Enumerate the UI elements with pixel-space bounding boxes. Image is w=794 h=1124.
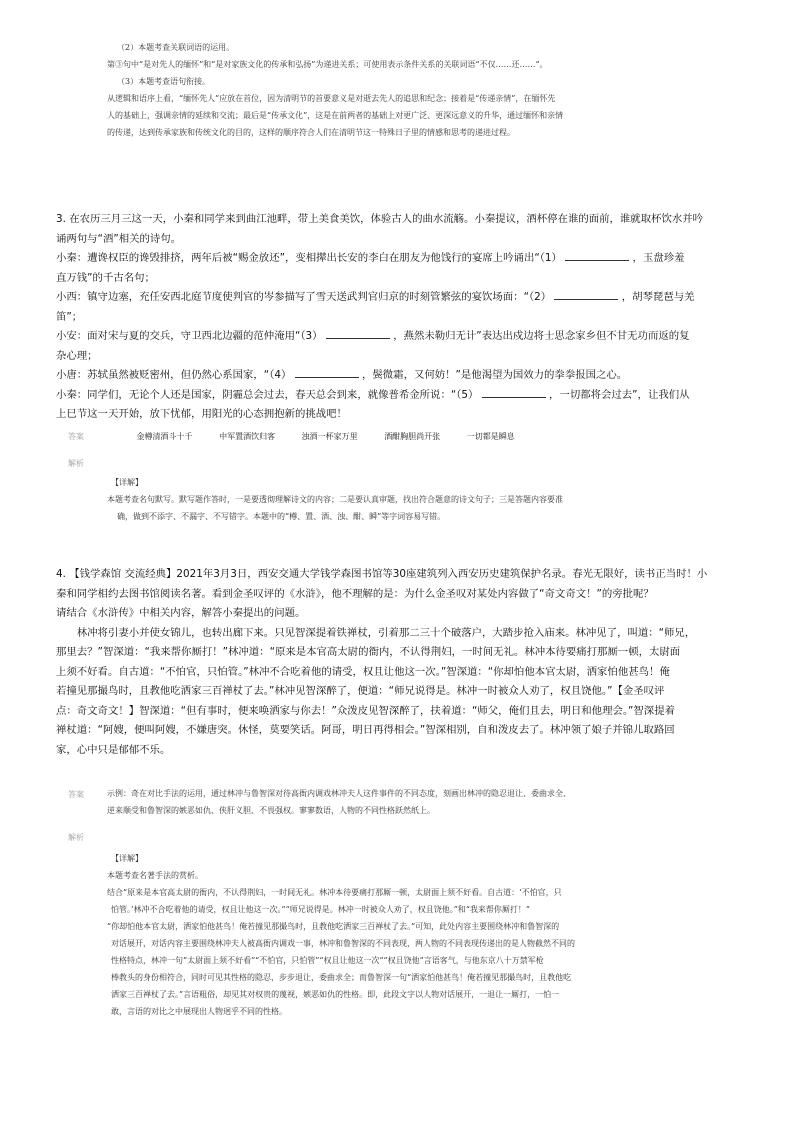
text-line: 性格特点，林冲一句“太尉面上须不好看”“不怕官，只怕管”“权且让他这一次”“权且饶他”言语客气，与他东京八十万禁军枪 xyxy=(111,956,544,965)
q4-analysis-label: 解析 xyxy=(68,833,84,842)
dialogue-text: ，胡琴琵琶与羌 xyxy=(621,291,695,303)
top-explanation-block xyxy=(107,39,727,141)
dialogue-text: ，玉盘珍羞 xyxy=(632,252,685,264)
question-3 xyxy=(56,210,746,425)
answer-blank-3[interactable] xyxy=(326,327,390,339)
dialogue-line xyxy=(56,366,746,386)
text-line: （2）本题考查关联词语的运用。 xyxy=(117,43,235,52)
question-stem-line: 4. 【钱学森馆 交流经典】2021年3月3日，西安交通大学钱学森图书馆等30座建筑列入西安历史建筑保护名录。春光无限好，读书正当时！小 xyxy=(56,568,708,580)
text-line: 怕管。’林冲不合吃着他的请受，权且让他这一次。”“师兄说得是。林冲一时被众人劝了，权且饶他。”和“我来帮你厮打！” xyxy=(111,905,530,914)
answer-blank-5[interactable] xyxy=(482,386,546,398)
dialogue-text: 小秦：同学们，无论个人还是国家，阴霾总会过去，春天总会到来，就像普希金所说：“（5） xyxy=(56,388,479,401)
answer-blank-4[interactable] xyxy=(295,366,359,378)
answer-item: 一切都是瞬息 xyxy=(466,432,515,441)
text-line: 示例：奇在对比手法的运用，通过林冲与鲁智深对待高衙内调戏林冲夫人这件事件的不同态度，刻画出林冲的隐忍退让、委曲求全、 xyxy=(107,789,571,798)
dialogue-line: 上巳节这一天开始，放下忧郁，用阳光的心态拥抱新的挑战吧！ xyxy=(56,408,347,420)
text-line: 对话展开，对话内容主要围绕林冲夫人被高衙内调戏一事，林冲和鲁智深的不同表现，两人物的不同表现传递出的是人物截然不同的 xyxy=(111,939,575,948)
question-stem-line: 秦和同学相约去图书馆阅读名著。看到金圣叹评的《水浒》，他不理解的是：为什么金圣叹对某处内容做了“奇文奇文！”的旁批呢？ xyxy=(56,587,654,600)
passage-line: 上须不好看。自古道：“不怕官，只怕管。”林冲不合吃着他的请受，权且让他这一次。”智深道：“你却怕他本官太尉，洒家怕他甚鸟！俺 xyxy=(56,665,670,678)
question-stem-line: 请结合《水浒传》中相关内容，解答小秦提出的问题。 xyxy=(56,607,306,619)
answer-item: 中军置酒饮归客 xyxy=(219,432,276,441)
passage-line: 家，心中只是郁郁不乐。 xyxy=(56,743,171,756)
dialogue-text: 小唐：苏轼虽然被贬密州，但仍然心系国家，“（4） xyxy=(56,369,292,381)
text-line: 人的基础上，强调亲情的延续和交流；最后是“传承文化”，这是在前两者的基础上对更广泛、更深远意义的升华，通过缅怀和亲情 xyxy=(107,111,564,120)
dialogue-line xyxy=(56,249,746,269)
text-line: 逆来顺受和鲁智深的嫉恶如仇、侠肝义胆、不畏强权。寥寥数语，人物的不同性格跃然纸上。 xyxy=(107,806,435,815)
answer-item: 浊酒一杯家万里 xyxy=(301,432,358,441)
q3-analysis-label: 解析 xyxy=(68,459,84,468)
text-line: 洒家三百禅杖了去。”言语粗俗，却见其对权贵的蔑视，嫉恶如仇的性格。即，此段文字以人物对话展开，一退让一厮打，一怕一 xyxy=(111,990,560,999)
q3-detail-block xyxy=(107,474,727,525)
dialogue-text: 小安：面对宋与夏的交兵，守卫西北边疆的范仲淹用“（3） xyxy=(56,330,323,342)
answer-label: 答案 xyxy=(68,432,84,441)
question-stem-line: 诵两句与“酒”相关的诗句。 xyxy=(56,232,182,245)
answer-blank-2[interactable] xyxy=(554,288,618,300)
text-line: 从逻辑和语序上看，“缅怀先人”应放在首位，因为清明节的首要意义是对逝去先人的追思和纪念；接着是“传递亲情”，在缅怀先 xyxy=(107,94,556,103)
dialogue-line: 杂心理； xyxy=(56,349,98,362)
q4-detail-block xyxy=(107,850,727,1020)
dialogue-text: 小秦：遭谗权臣的谗毁排挤，两年后被“赐金放还”，变相撵出长安的李白在朋友为他饯行的宴席上吟诵出“（1） xyxy=(56,252,562,264)
text-line: 本题考查名句默写。默写题作答时，一是要透彻理解诗文的内容；二是要认真审题，找出符合题意的诗文句子；三是答题内容要准 xyxy=(107,495,563,504)
text-line: 棒教头的身份相符合，同时可见其性格的隐忍，步步退让，委曲求全；而鲁智深一句“洒家怕他甚鸟！俺若撞见那撮鸟时，且教他吃 xyxy=(111,973,572,982)
answer-blank-1[interactable] xyxy=(565,249,629,261)
detail-tag: 【详解】 xyxy=(111,854,143,863)
q4-answer-block xyxy=(107,785,727,819)
question-4 xyxy=(56,565,746,760)
text-line: 本题考查名著手法的赏析。 xyxy=(107,871,203,880)
dialogue-text: ，鬓微霜，又何妨！”是他渴望为国效力的拳拳报国之心。 xyxy=(362,369,628,381)
dialogue-line xyxy=(56,386,746,406)
dialogue-line: 笛”； xyxy=(56,310,83,323)
passage-line: 点：奇文奇文！】智深道：“但有事时，便来唤洒家与你去！”众泼皮见智深醉了，扶着道：“师父，俺们且去，明日和他理会。”智深提着 xyxy=(56,704,675,717)
text-line: “你却怕他本官太尉，洒家怕他甚鸟！俺若撞见那撮鸟时，且教他吃洒家三百禅杖了去。”可知，此处内容主要围绕林冲和鲁智深的 xyxy=(107,922,560,931)
dialogue-text: ，燕然未勒归无计”表达出戍边将士思念家乡但不甘无功而返的复 xyxy=(393,330,690,342)
q3-answer-row xyxy=(68,430,748,444)
dialogue-text: 小西：镇守边塞，充任安西北庭节度使判官的岑参描写了雪天送武判官归京的时刻管繁弦的宴饮场面：“（2） xyxy=(56,291,552,303)
text-line: 确，做到不添字、不漏字、不写错字。本题中的“樽、置、酒、浊、酣、瞬”等字词容易写错。 xyxy=(117,512,446,521)
passage-line: 那里去？”智深道：“我来帮你厮打！”林冲道：“原来是本官高太尉的衙内，不认得荆妇，一时间无礼。林冲本待要痛打那厮一顿，太尉面 xyxy=(56,646,681,658)
answer-item: 酒酣胸胆尚开张 xyxy=(384,432,441,441)
question-stem-line: 3. 在农历三月三这一天，小秦和同学来到曲江池畔，带上美食美饮，体验古人的曲水流觞。小秦提议，酒杯停在谁的面前，谁就取杯饮水并吟 xyxy=(56,213,704,225)
text-line: （3）本题考查语句衔接。 xyxy=(117,77,211,86)
text-line: 敢，言语的对比之中展现出人物迥乎不同的性格。 xyxy=(111,1007,287,1016)
dialogue-line xyxy=(56,288,746,308)
text-line: 的传递，达到传承家族和传统文化的目的，这样的顺序符合人们在清明节这一特殊日子里的情感和思考的递进过程。 xyxy=(107,128,515,137)
dialogue-text: ，一切都将会过去”，让我们从 xyxy=(549,388,690,401)
passage-line: 若撞见那撮鸟时，且教他吃洒家三百禅杖了去。”林冲见智深醉了，便道：“师兄说得是。林冲一时被众人劝了，权且饶他。”【金圣叹评 xyxy=(56,685,665,697)
q4-answer-label: 答案 xyxy=(68,790,84,799)
text-line: 结合“原来是本官高太尉的衙内，不认得荆妇，一时间无礼。林冲本待要痛打那厮一顿，太尉面上须不好看。自古道：‘不怕官，只 xyxy=(107,888,562,897)
text-line: 第③句中“是对先人的缅怀”和“是对家族文化的传承和弘扬”为递进关系；可使用表示条件关系的关联词语“不仅……还……”。 xyxy=(107,60,548,69)
detail-tag: 【详解】 xyxy=(111,478,143,487)
answer-item: 金樽清酒斗十千 xyxy=(136,432,193,441)
passage-line: 林冲将引妻小并使女锦儿，也转出廊下来。只见智深提着铁禅杖，引着那二三十个破落户，大踏步抢入庙来。林冲见了，叫道：“师兄， xyxy=(56,626,696,639)
dialogue-line xyxy=(56,327,746,347)
dialogue-line: 直万钱”的千古名句； xyxy=(56,271,155,284)
passage-line: 禅杖道：“阿嫂，便叫阿嫂，不嫌唐突。休怪，莫要笑话。阿哥，明日再得相会。”智深相别，自和泼皮去了。林冲领了娘子并锦儿取路回 xyxy=(56,724,675,736)
